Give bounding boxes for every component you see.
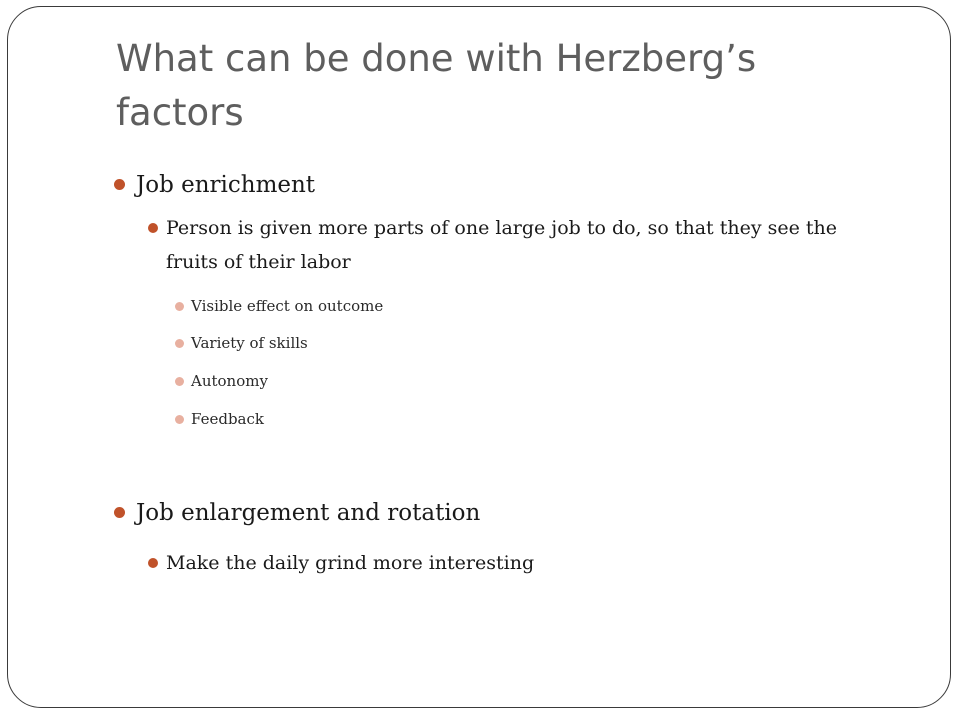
bullet-dot-icon (175, 377, 184, 386)
bullet-dot-icon (148, 223, 158, 233)
bullet-text: Person is given more parts of one large job to do, so that they see the fruits of their labor (166, 217, 838, 273)
bullet-dot-icon (148, 558, 158, 568)
bullet-text: Feedback (191, 410, 264, 428)
bullet-dot-icon (175, 302, 184, 311)
bullet-item-job-enrichment (136, 170, 315, 200)
bullet-text: Job enrichment (136, 172, 316, 198)
bullet-dot-icon (175, 339, 184, 348)
bullet-text: Make the daily grind more interesting (166, 552, 535, 574)
bullet-item-daily-grind (166, 546, 534, 580)
bullet-text: Autonomy (191, 372, 268, 390)
bullet-item-person-given-more-parts (166, 211, 866, 279)
bullet-text: Job enlargement and rotation (136, 500, 481, 526)
bullet-item-job-enlargement (136, 498, 480, 528)
bullet-text: Variety of skills (191, 334, 308, 352)
bullet-item-variety-of-skills (191, 333, 308, 353)
bullet-item-autonomy (191, 371, 268, 391)
slide (7, 6, 951, 708)
bullet-item-visible-effect (191, 296, 383, 316)
slide-title: What can be done with Herzberg’s factors (116, 37, 757, 134)
bullet-dot-icon (175, 415, 184, 424)
bullet-dot-icon (114, 179, 125, 190)
bullet-dot-icon (114, 507, 125, 518)
bullet-text: Visible effect on outcome (191, 297, 384, 315)
bullet-item-feedback (191, 409, 264, 429)
